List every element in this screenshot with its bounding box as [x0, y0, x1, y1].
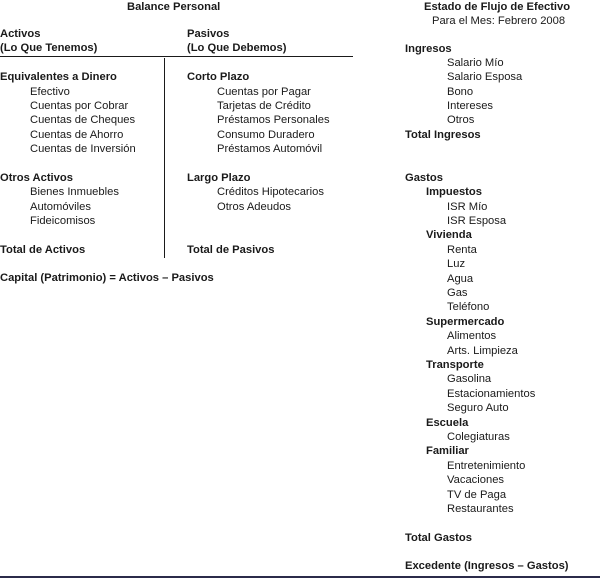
group-title: Impuestos — [426, 186, 482, 198]
list-item: Otros Adeudos — [217, 201, 292, 213]
group-title: Familiar — [426, 445, 469, 457]
list-item: Tarjetas de Crédito — [217, 100, 311, 112]
total-liabilities: Total de Pasivos — [187, 244, 275, 256]
surplus: Excedente (Ingresos – Gastos) — [405, 560, 569, 572]
expenses-title: Gastos — [405, 172, 443, 184]
list-item: Créditos Hipotecarios — [217, 186, 324, 198]
assets-subheader: (Lo Que Tenemos) — [0, 42, 98, 54]
list-item: Agua — [447, 273, 474, 285]
list-item: Gas — [447, 287, 468, 299]
list-item: Colegiaturas — [447, 431, 510, 443]
list-item: Cuentas de Cheques — [30, 114, 136, 126]
list-item: Salario Mío — [447, 57, 504, 69]
list-item: Fideicomisos — [30, 215, 96, 227]
group-title: Supermercado — [426, 316, 505, 328]
list-item: Cuentas de Ahorro — [30, 129, 124, 141]
balance-title: Balance Personal — [127, 1, 221, 13]
list-item: Seguro Auto — [447, 402, 509, 414]
list-item: Consumo Duradero — [217, 129, 315, 141]
list-item: Cuentas por Cobrar — [30, 100, 129, 112]
group-title: Vivienda — [426, 229, 472, 241]
list-item: TV de Paga — [447, 489, 507, 501]
list-item: Salario Esposa — [447, 71, 523, 83]
cashflow-subtitle: Para el Mes: Febrero 2008 — [432, 15, 566, 27]
list-item: Luz — [447, 258, 466, 270]
list-item: ISR Mío — [447, 201, 488, 213]
list-item: Préstamos Automóvil — [217, 143, 323, 155]
section-other-assets: Otros Activos — [0, 172, 73, 184]
list-item: Vacaciones — [447, 474, 505, 486]
list-item: Teléfono — [447, 301, 490, 313]
total-income: Total Ingresos — [405, 129, 481, 141]
column-divider — [164, 58, 165, 258]
group-title: Escuela — [426, 417, 469, 429]
list-item: Intereses — [447, 100, 494, 112]
income-title: Ingresos — [405, 43, 452, 55]
assets-header: Activos — [0, 28, 41, 40]
list-item: Bono — [447, 86, 474, 98]
total-assets: Total de Activos — [0, 244, 86, 256]
list-item: Cuentas de Inversión — [30, 143, 136, 155]
list-item: Otros — [447, 114, 475, 126]
bottom-border — [0, 576, 600, 578]
list-item: Estacionamientos — [447, 388, 536, 400]
section-long-term: Largo Plazo — [187, 172, 251, 184]
list-item: Préstamos Personales — [217, 114, 330, 126]
liabilities-subheader: (Lo Que Debemos) — [187, 42, 287, 54]
header-rule — [0, 56, 353, 57]
list-item: Efectivo — [30, 86, 70, 98]
group-title: Transporte — [426, 359, 484, 371]
list-item: Automóviles — [30, 201, 91, 213]
liabilities-header: Pasivos — [187, 28, 230, 40]
section-cash-equivalents: Equivalentes a Dinero — [0, 71, 117, 83]
list-item: Gasolina — [447, 373, 492, 385]
list-item: Renta — [447, 244, 477, 256]
list-item: Bienes Inmuebles — [30, 186, 119, 198]
section-short-term: Corto Plazo — [187, 71, 250, 83]
list-item: Arts. Limpieza — [447, 345, 518, 357]
list-item: Cuentas por Pagar — [217, 86, 311, 98]
total-expenses: Total Gastos — [405, 532, 472, 544]
list-item: ISR Esposa — [447, 215, 507, 227]
cashflow-title: Estado de Flujo de Efectivo — [424, 1, 571, 13]
list-item: Entretenimiento — [447, 460, 526, 472]
equity-formula: Capital (Patrimonio) = Activos – Pasivos — [0, 272, 214, 284]
list-item: Alimentos — [447, 330, 497, 342]
list-item: Restaurantes — [447, 503, 514, 515]
